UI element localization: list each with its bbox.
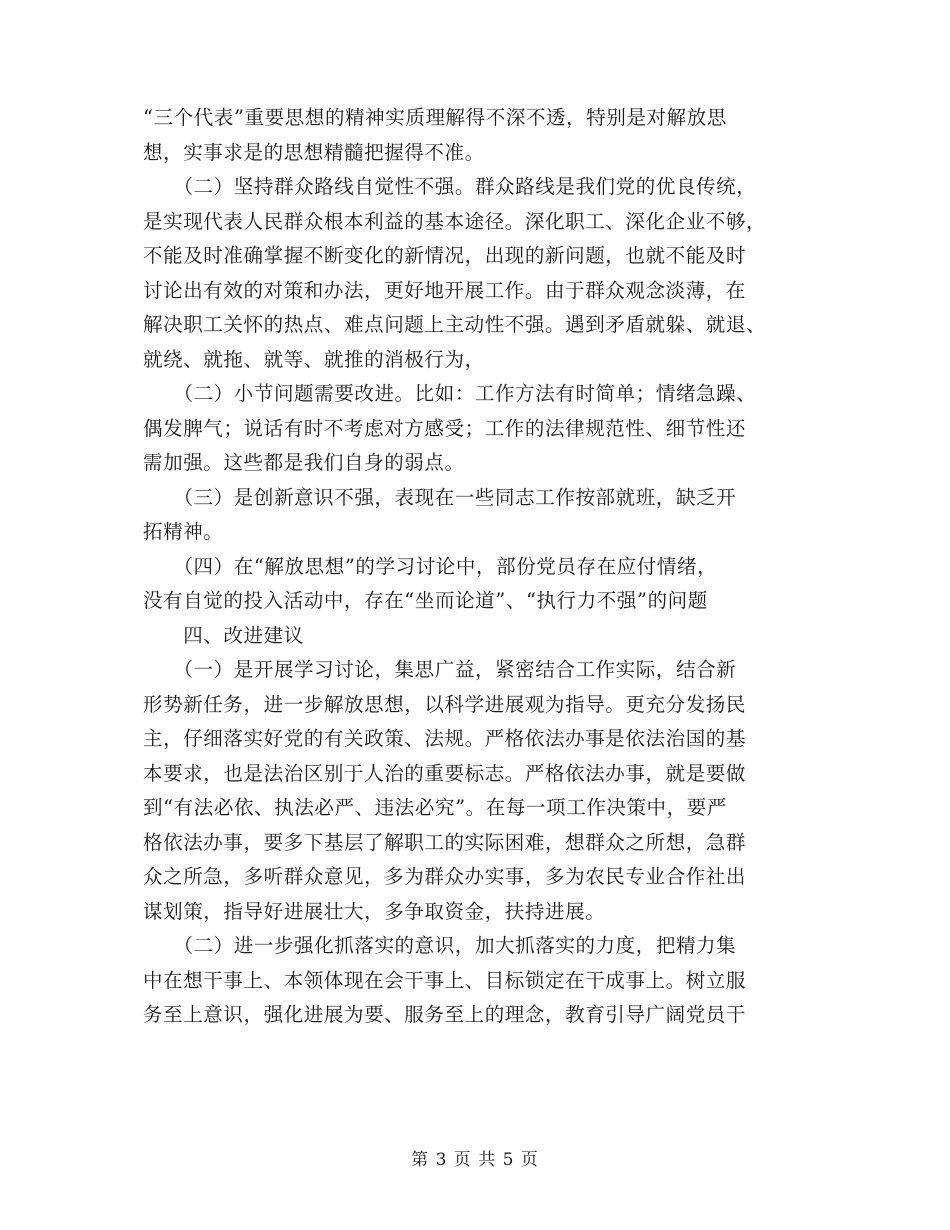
- text-line: 主，仔细落实好党的有关政策、法规。严格依法办事是依法治国的基: [143, 727, 747, 750]
- text-line: 拓精神。: [143, 520, 224, 543]
- text-line: 本要求，也是法治区别于人治的重要标志。严格依法办事，就是要做: [143, 761, 747, 785]
- text-line: （四）在“解放思想”的学习讨论中，部份党员存在应付情绪，: [143, 554, 718, 578]
- text-line: 中在想干事上、本领体现在会干事上、目标锁定在干成事上。树立服: [143, 968, 747, 992]
- text-line: 解决职工关怀的热点、难点问题上主动性不强。遇到矛盾就躲、就退、: [143, 313, 767, 336]
- text-line: 是实现代表人民群众根本利益的基本途径。深化职工、深化企业不够，: [143, 209, 767, 233]
- page-number-footer: 第 3 页 共 5 页: [411, 1150, 539, 1170]
- text-line: 没有自觉的投入活动中，存在“坐而论道”、“执行力不强”的问题: [143, 589, 708, 612]
- text-line: （二）坚持群众路线自觉性不强。群众路线是我们党的优良传统，: [143, 175, 757, 198]
- text-line: （三）是创新意识不强，表现在一些同志工作按部就班，缺乏开: [143, 485, 737, 509]
- text-line: 谋划策，指导好进展壮大，多争取资金，扶持进展。: [143, 899, 606, 923]
- text-line: 形势新任务，进一步解放思想，以科学进展观为指导。更充分发扬民: [143, 692, 747, 716]
- text-line: 想，实事求是的思想精髓把握得不准。: [143, 140, 485, 164]
- text-line: （二）进一步强化抓落实的意识，加大抓落实的力度，把精力集: [143, 934, 737, 957]
- text-line: 格依法办事，要多下基层了解职工的实际困难，想群众之所想，急群: [143, 830, 747, 854]
- text-line: 众之所急，多听群众意见，多为群众办实事，多为农民专业合作社出: [143, 865, 747, 888]
- section-heading: 四、改进建议: [143, 623, 304, 647]
- text-line: 到“有法必依、执法必严、违法必究”。在每一项工作决策中，要严: [143, 796, 727, 819]
- text-line: 不能及时准确掌握不断变化的新情况，出现的新问题，也就不能及时: [143, 244, 747, 267]
- text-line: （二）小节问题需要改进。比如：工作方法有时简单；情绪急躁、: [143, 382, 757, 405]
- text-line: 需加强。这些都是我们自身的弱点。: [143, 451, 465, 474]
- text-line: “三个代表”重要思想的精神实质理解得不深不透，特别是对解放思: [143, 106, 727, 129]
- text-line: 就绕、就拖、就等、就推的消极行为，: [143, 347, 485, 371]
- text-line: 讨论出有效的对策和办法，更好地开展工作。由于群众观念淡薄，在: [143, 278, 747, 302]
- text-line: （一）是开展学习讨论，集思广益，紧密结合工作实际，结合新: [143, 658, 737, 681]
- document-body: [143, 101, 813, 1033]
- text-line: 务至上意识，强化进展为要、服务至上的理念，教育引导广阔党员干: [143, 1003, 747, 1026]
- text-line: 偶发脾气；说话有时不考虑对方感受；工作的法律规范性、细节性还: [143, 416, 747, 440]
